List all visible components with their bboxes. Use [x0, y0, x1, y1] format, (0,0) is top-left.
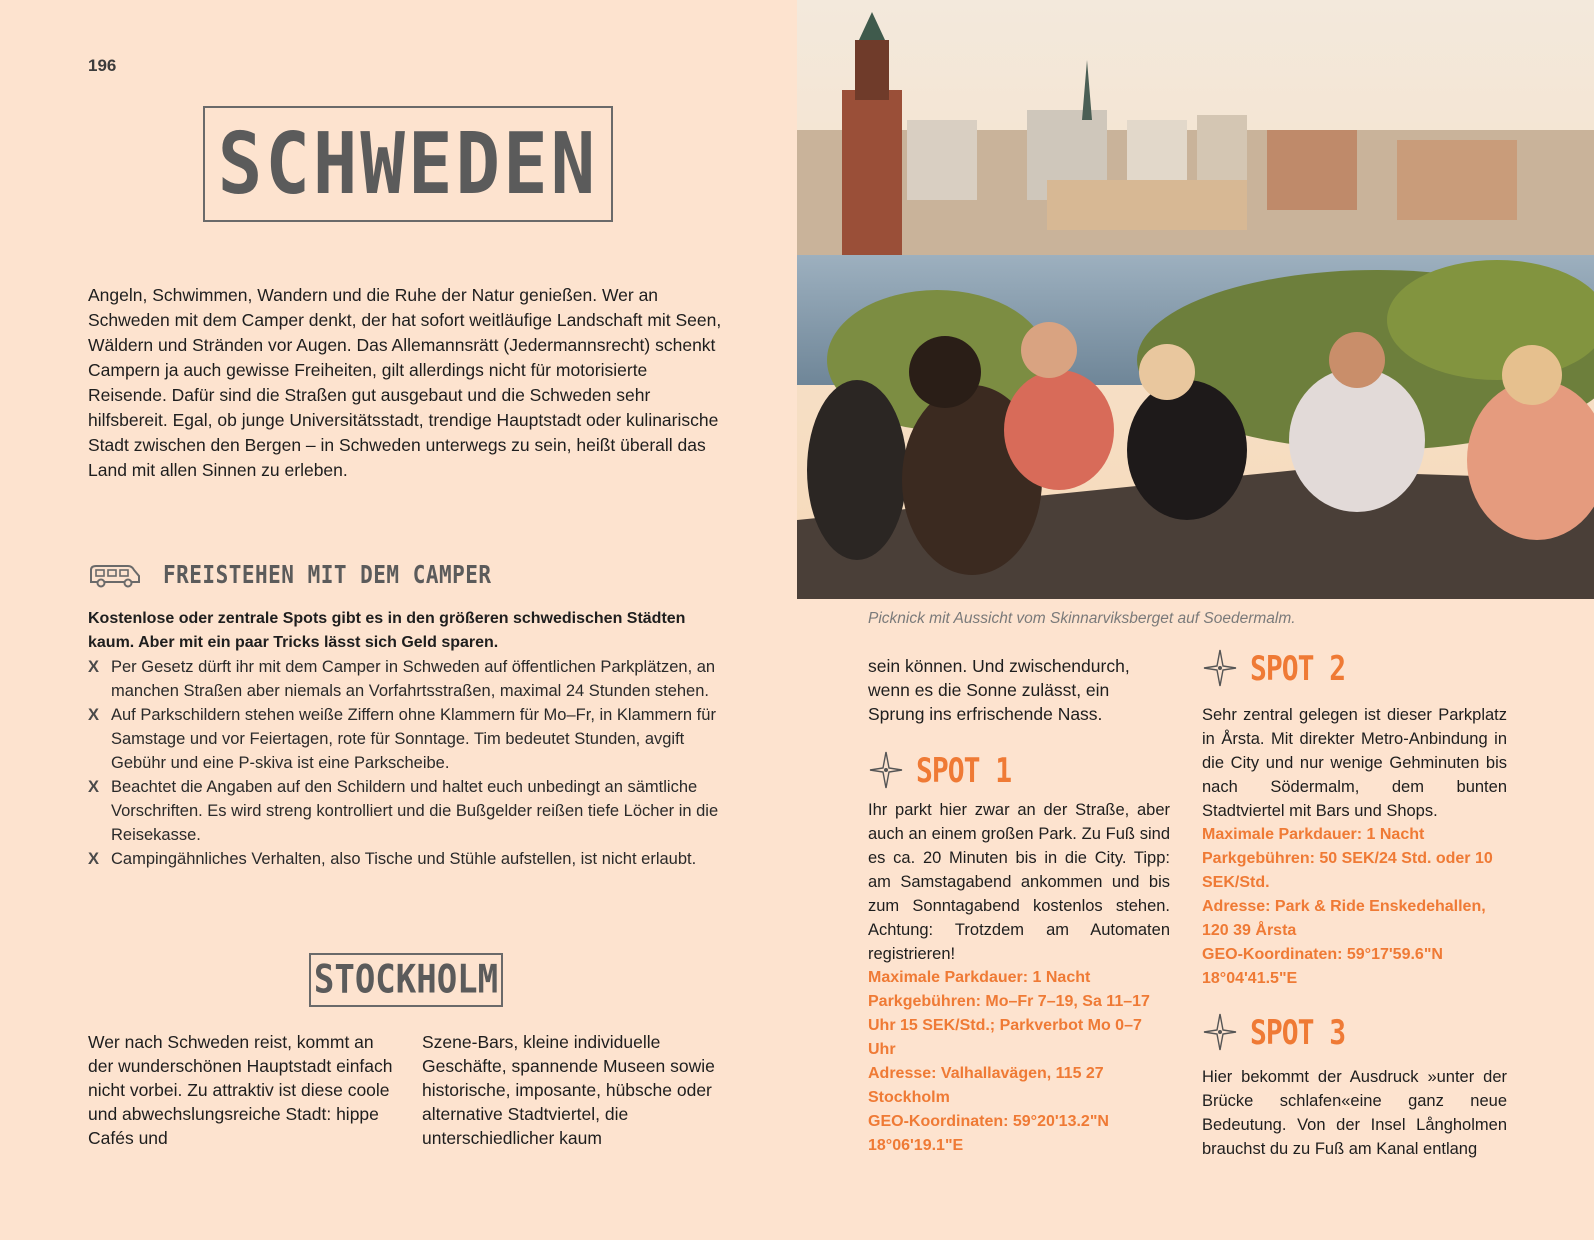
spot-1-heading	[868, 750, 1011, 790]
spot-2-label: SPOT 2	[1250, 648, 1346, 688]
spot-3-label: SPOT 3	[1250, 1012, 1346, 1052]
spot-3-body: Hier bekommt der Ausdruck »unter der Brücke schlafen«eine ganz neue Bedeutung. Von der Insel Långholmen brauchst du zu Fuß am Kanal entlang	[1202, 1068, 1507, 1158]
stockholm-box	[309, 953, 503, 1007]
spot-2-fees: Parkgebühren: 50 SEK/24 Std. oder 10 SEK/Std.	[1202, 850, 1493, 891]
spot-2-coordinates: GEO-Koordinaten: 59°17'59.6"N 18°04'41.5"E	[1202, 946, 1443, 987]
spot-2-body: Sehr zentral gelegen ist dieser Parkplatz in Årsta. Mit direkter Metro-Anbindung in die City und nur wenige Gehminuten bis nach Södermalm, dem bunten Stadtviertel mit Bars und Shops. Maximale Parkdauer: 1 Nacht Parkgebühren: 50 SEK/24 Std. oder 10 SEK/Std. Adresse: Park & Ride Enskedehallen, 120 39 Årsta GEO-Koordinaten: 59°17'59.6"N 18°04'41.5"E	[1202, 703, 1507, 991]
spot-1-coordinates: GEO-Koordinaten: 59°20'13.2"N 18°06'19.1"E	[868, 1113, 1109, 1154]
photo-caption: Picknick mit Aussicht vom Skinnarviksberget auf Soedermalm.	[868, 610, 1296, 627]
list-item: X Campingähnliches Verhalten, also Tische und Stühle aufstellen, ist nicht erlaubt.	[88, 847, 728, 871]
tips-list	[88, 655, 728, 871]
intro-text	[88, 283, 728, 483]
spot-2-duration: Maximale Parkdauer: 1 Nacht	[1202, 826, 1425, 843]
page-number: 196	[88, 56, 117, 75]
compass-star-icon	[1202, 1012, 1238, 1052]
title-box	[203, 106, 613, 222]
stockholm-column-2: Szene-Bars, kleine individuelle Geschäfte, spannende Museen sowie historische, imposante, hübsche oder alternative Stadtviertel, die unterschiedlicher kaum	[422, 1032, 715, 1148]
camper-van-icon	[88, 560, 142, 590]
list-item: X Auf Parkschildern stehen weiße Ziffern ohne Klammern für Mo–Fr, in Klammern für Samstage und vor Feiertagen, rote für Sonntage. Tim bedeutet Stunden, avgift Gebühr und eine P-skiva ist eine Parkscheibe.	[88, 703, 728, 775]
freistehen-lead: Kostenlose oder zentrale Spots gibt es in den größeren schwedischen Städten kaum. Aber mit ein paar Tricks lässt sich Geld sparen.	[88, 610, 686, 651]
intro-paragraph: Angeln, Schwimmen, Wandern und die Ruhe der Natur genießen. Wer an Schweden mit dem Camper denkt, der hat sofort weitläufige Landschaft mit Seen, Wäldern und Stränden vor Augen. Das Allemannsrätt (Jedermannsrecht) schenkt Campern ja auch gewisse Freiheiten, gilt allerdings nicht für motorisierte Reisende. Dafür sind die Straßen gut ausgebaut und die Schweden sehr hilfsbereit. Egal, ob junge Universitätsstadt, trendige Hauptstadt oder kulinarische Stadt zwischen den Bergen – in Schweden unterwegs zu sein, heißt überall das Land mit allen Sinnen zu erleben.	[88, 285, 722, 480]
spot-1-fees: Parkgebühren: Mo–Fr 7–19, Sa 11–17 Uhr 15 SEK/Std.; Parkverbot Mo 0–7 Uhr	[868, 993, 1150, 1058]
list-item: X Per Gesetz dürft ihr mit dem Camper in Schweden auf öffentlichen Parkplätzen, an manchen Straßen aber niemals an Vorfahrtsstraßen, maximal 24 Stunden stehen.	[88, 655, 728, 703]
spot-1-body: Ihr parkt hier zwar an der Straße, aber auch an einem großen Park. Zu Fuß sind es ca. 20 Minuten bis in die City. Tipp: am Samstagabend ankommen und bis zum Sonntagabend kostenlos stehen. Achtung: Trotzdem am Automaten registrieren! Maximale Parkdauer: 1 Nacht Parkgebühren: Mo–Fr 7–19, Sa 11–17 Uhr 15 SEK/Std.; Parkverbot Mo 0–7 Uhr Adresse: Valhallavägen, 115 27 Stockholm GEO-Koordinaten: 59°20'13.2"N 18°06'19.1"E	[868, 798, 1170, 1158]
list-item: X Beachtet die Angaben auf den Schildern und haltet euch unbedingt an sämtliche Vorschriften. Es wird streng kontrolliert und die Bußgelder reißen tiefe Löcher in die Reisekasse.	[88, 775, 728, 847]
stockholm-column-3: sein können. Und zwischendurch, wenn es die Sonne zulässt, ein Sprung ins erfrischende Nass.	[868, 656, 1130, 724]
compass-star-icon	[868, 750, 904, 790]
x-bullet-icon: X	[88, 706, 100, 724]
x-bullet-icon: X	[88, 658, 100, 676]
stockholm-column-1: Wer nach Schweden reist, kommt an der wunderschönen Hauptstadt einfach nicht vorbei. Zu attraktiv ist diese coole und abwechslungsreiche Stadt: hippe Cafés und	[88, 1032, 393, 1148]
x-bullet-icon: X	[88, 850, 100, 868]
x-bullet-icon: X	[88, 778, 100, 796]
picnic-photo	[797, 0, 1594, 599]
spot-2-address: Adresse: Park & Ride Enskedehallen, 120 39 Årsta	[1202, 898, 1486, 939]
spot-1-duration: Maximale Parkdauer: 1 Nacht	[868, 969, 1091, 986]
compass-star-icon	[1202, 648, 1238, 688]
spot-2-heading	[1202, 648, 1345, 688]
spot-1-address: Adresse: Valhallavägen, 115 27 Stockholm	[868, 1065, 1104, 1106]
stockholm-heading: STOCKHOLM	[313, 957, 499, 1003]
freistehen-heading: FREISTEHEN MIT DEM CAMPER	[163, 560, 492, 589]
spot-3-heading	[1202, 1012, 1345, 1052]
spot-1-label: SPOT 1	[916, 750, 1012, 790]
page-title: SCHWEDEN	[217, 114, 599, 214]
